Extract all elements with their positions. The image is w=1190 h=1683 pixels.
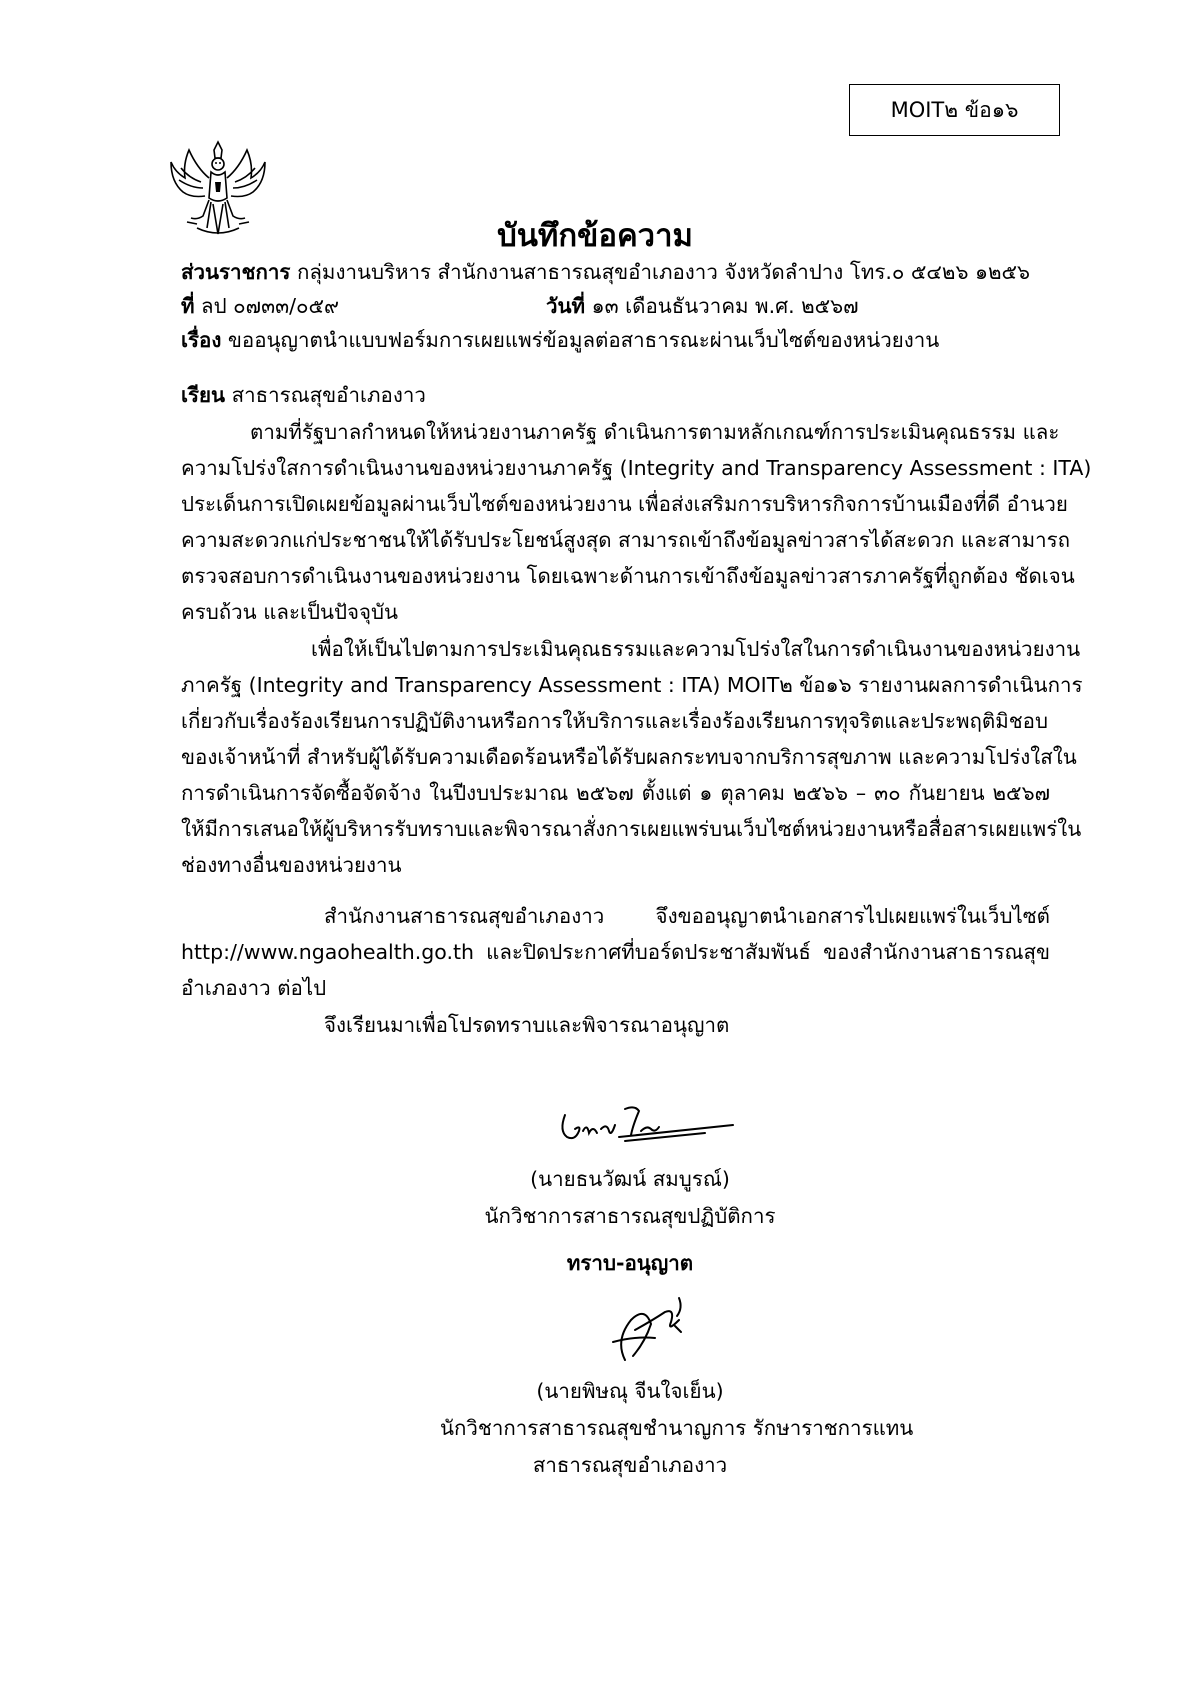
- paragraph2-line: ให้มีการเสนอให้ผู้บริหารรับทราบและพิจารณาสั่งการเผยแพร่บนเว็บไซต์หน่วยงานหรือสื่อสารเผยแพร่ใน: [181, 817, 1082, 841]
- approval-text: ทราบ-อนุญาต: [566, 1251, 694, 1275]
- paragraph1-line: ตามที่รัฐบาลกำหนดให้หน่วยงานภาครัฐ ดำเนินการตามหลักเกณฑ์การประเมินคุณธรรม และ: [250, 420, 1060, 444]
- number-line: [181, 291, 339, 321]
- signature-1: [555, 1095, 740, 1155]
- paragraph1-line: ความโปร่งใสการดำเนินงานของหน่วยงานภาครัฐ (Integrity and Transparency Assessment : ITA): [181, 456, 1092, 480]
- paragraph3-line: http://www.ngaohealth.go.th และปิดประกาศที่บอร์ดประชาสัมพันธ์ ของสำนักงานสาธารณสุข: [181, 940, 1050, 964]
- paragraph2-line: ช่องทางอื่นของหน่วยงาน: [181, 853, 402, 877]
- signature-2: [595, 1290, 695, 1370]
- subject-label: เรื่อง: [181, 328, 222, 352]
- paragraph1-line: ประเด็นการเปิดเผยข้อมูลผ่านเว็บไซต์ของหน่วยงาน เพื่อส่งเสริมการบริหารกิจการบ้านเมืองที่ดี อำนวย: [181, 492, 1068, 516]
- number-label: ที่: [181, 294, 195, 318]
- date-line: [546, 291, 859, 321]
- signer2-name: (นายพิษณุ จีนใจเย็น): [536, 1379, 724, 1403]
- subject-value: ขออนุญาตนำแบบฟอร์มการเผยแพร่ข้อมูลต่อสาธารณะผ่านเว็บไซต์ของหน่วยงาน: [227, 328, 940, 352]
- paragraph2-line: เพื่อให้เป็นไปตามการประเมินคุณธรรมและความโปร่งใสในการดำเนินงานของหน่วยงาน: [311, 637, 1081, 661]
- paragraph3-line: อำเภองาว ต่อไป: [181, 976, 327, 1000]
- reference-box: [849, 84, 1060, 136]
- signer1-name: (นายธนวัฒน์ สมบูรณ์): [530, 1167, 730, 1191]
- paragraph2-line: เกี่ยวกับเรื่องร้องเรียนการปฏิบัติงานหรือการให้บริการและเรื่องร้องเรียนการทุจริตและประพฤติมิชอบ: [181, 709, 1048, 733]
- paragraph3-line: สำนักงานสาธารณสุขอำเภองาว จึงขออนุญาตนำเอกสารไปเผยแพร่ในเว็บไซต์: [324, 904, 1050, 928]
- subject-line: [181, 325, 939, 355]
- signer1-position: นักวิชาการสาธารณสุขปฏิบัติการ: [484, 1204, 776, 1228]
- paragraph1-line: ความสะดวกแก่ประชาชนให้ได้รับประโยชน์สูงสุด สามารถเข้าถึงข้อมูลข่าวสารได้สะดวก และสามารถ: [181, 528, 1071, 552]
- to-label: เรียน: [181, 383, 226, 407]
- date-value: ๑๓ เดือนธันวาคม พ.ศ. ๒๕๖๗: [591, 294, 859, 318]
- reference-text: MOIT๒ ข้อ๑๖: [890, 97, 1019, 122]
- department-value: กลุ่มงานบริหาร สำนักงานสาธารณสุขอำเภองาว จังหวัดลำปาง โทร.๐ ๕๔๒๖ ๑๒๕๖: [296, 260, 1031, 284]
- paragraph1-line: ครบถ้วน และเป็นปัจจุบัน: [181, 600, 399, 624]
- closing-line: จึงเรียนมาเพื่อโปรดทราบและพิจารณาอนุญาต: [324, 1013, 730, 1037]
- paragraph1-line: ตรวจสอบการดำเนินงานของหน่วยงาน โดยเฉพาะด้านการเข้าถึงข้อมูลข่าวสารภาครัฐที่ถูกต้อง ชัดเจน: [181, 564, 1075, 588]
- to-value: สาธารณสุขอำเภองาว: [231, 383, 426, 407]
- signer2-position: นักวิชาการสาธารณสุขชำนาญการ รักษาราชการแทน: [440, 1416, 914, 1440]
- date-label: วันที่: [546, 294, 586, 318]
- paragraph2-line: การดำเนินการจัดซื้อจัดจ้าง ในปีงบประมาณ ๒๕๖๗ ตั้งแต่ ๑ ตุลาคม ๒๕๖๖ – ๓๐ กันยายน ๒๕๖๗: [181, 781, 1050, 805]
- signer2-position-line2: สาธารณสุขอำเภองาว: [532, 1453, 728, 1477]
- paragraph2-line: ของเจ้าหน้าที่ สำหรับผู้ได้รับความเดือดร้อนหรือได้รับผลกระทบจากบริการสุขภาพ และความโปร่งใสใน: [181, 745, 1077, 769]
- number-value: ลป ๐๗๓๓/๐๕๙: [201, 294, 340, 318]
- paragraph2-line: ภาครัฐ (Integrity and Transparency Assessment : ITA) MOIT๒ ข้อ๑๖ รายงานผลการดำเนินการ: [181, 673, 1083, 697]
- department-label: ส่วนราชการ: [181, 260, 291, 284]
- salutation-line: [181, 380, 426, 410]
- memo-title: บันทึกข้อความ: [497, 218, 693, 254]
- department-line: [181, 257, 1030, 287]
